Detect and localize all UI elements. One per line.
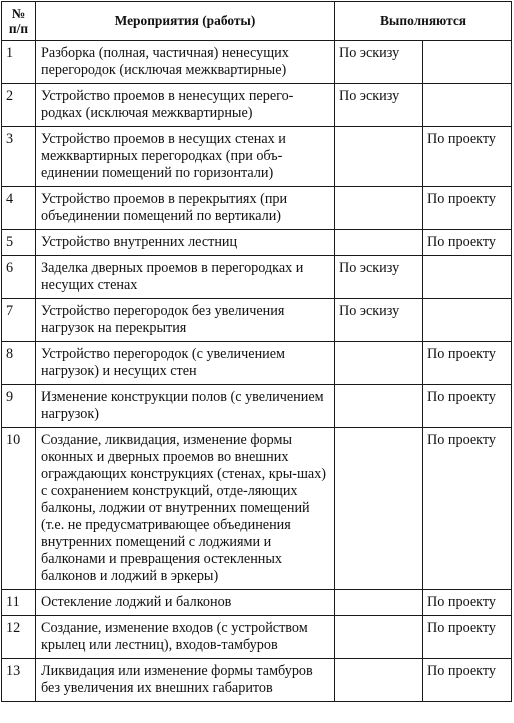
row-work: Остекление лоджий и балконов	[36, 590, 335, 616]
row-sketch	[335, 342, 423, 385]
row-work: Заделка дверных проемов в перегородках и несущих стенах	[36, 256, 335, 299]
table-row	[2, 616, 512, 659]
table-row	[2, 256, 512, 299]
row-sketch	[335, 187, 423, 230]
row-sketch	[335, 659, 423, 702]
row-number: 4	[2, 187, 36, 230]
header-number-symbol: №	[11, 6, 26, 21]
row-number: 7	[2, 299, 36, 342]
table-row	[2, 299, 512, 342]
row-work: Создание, изменение входов (с устройством крылец или лестниц), входов-тамбуров	[36, 616, 335, 659]
table-row	[2, 230, 512, 256]
row-work: Ликвидация или изменение формы тамбуров без увеличения их внешних габаритов	[36, 659, 335, 702]
row-number: 11	[2, 590, 36, 616]
row-project	[423, 299, 512, 342]
row-project: По проекту	[423, 385, 512, 428]
table-row	[2, 187, 512, 230]
row-sketch	[335, 127, 423, 187]
table-row	[2, 127, 512, 187]
row-sketch: По эскизу	[335, 41, 423, 84]
row-project	[423, 84, 512, 127]
row-number: 10	[2, 428, 36, 590]
row-sketch: По эскизу	[335, 256, 423, 299]
table-row	[2, 590, 512, 616]
row-project: По проекту	[423, 342, 512, 385]
row-sketch	[335, 385, 423, 428]
row-number: 5	[2, 230, 36, 256]
row-project: По проекту	[423, 127, 512, 187]
row-sketch	[335, 230, 423, 256]
row-work: Устройство проемов в ненесущих перего-родках (исключая межквартирные)	[36, 84, 335, 127]
row-project: По проекту	[423, 187, 512, 230]
row-project: По проекту	[423, 590, 512, 616]
header-performed: Выполняются	[335, 2, 512, 41]
table-header	[2, 2, 512, 41]
header-row	[2, 2, 512, 41]
row-project: По проекту	[423, 428, 512, 590]
row-work: Разборка (полная, частичная) ненесущих перегородок (исключая межквартирные)	[36, 41, 335, 84]
row-work: Устройство перегородок без увеличения нагрузок на перекрытия	[36, 299, 335, 342]
row-work: Устройство перегородок (с увеличением нагрузок) и несущих стен	[36, 342, 335, 385]
row-work: Устройство проемов в перекрытиях (при объединении помещений по вертикали)	[36, 187, 335, 230]
row-number: 3	[2, 127, 36, 187]
row-sketch: По эскизу	[335, 299, 423, 342]
row-number: 13	[2, 659, 36, 702]
row-number: 2	[2, 84, 36, 127]
header-number	[2, 2, 36, 41]
header-number-abbr: п/п	[8, 21, 29, 36]
header-work: Мероприятия (работы)	[36, 2, 335, 41]
row-number: 6	[2, 256, 36, 299]
row-number: 12	[2, 616, 36, 659]
row-sketch	[335, 590, 423, 616]
row-work: Создание, ликвидация, изменение формы оконных и дверных проемов во внешних ограждающих конструкциях (стенах, кры-шах) с сохранением конструкций, отде-ляющих балконы, лоджии от внутренних помещений (т.е. не предусматривающее объединения внутренних помещений с лоджиями и балконами и превращения остекленных балконов и лоджий в эркеры)	[36, 428, 335, 590]
row-project: По проекту	[423, 659, 512, 702]
row-sketch: По эскизу	[335, 84, 423, 127]
table-row	[2, 41, 512, 84]
row-project: По проекту	[423, 616, 512, 659]
table-body	[2, 41, 512, 702]
table-row	[2, 385, 512, 428]
table-row	[2, 84, 512, 127]
row-project	[423, 256, 512, 299]
row-number: 8	[2, 342, 36, 385]
row-work: Устройство внутренних лестниц	[36, 230, 335, 256]
row-sketch	[335, 428, 423, 590]
table-row	[2, 428, 512, 590]
row-number: 9	[2, 385, 36, 428]
row-sketch	[335, 616, 423, 659]
row-project: По проекту	[423, 230, 512, 256]
row-work: Изменение конструкции полов (с увеличением нагрузок)	[36, 385, 335, 428]
row-work: Устройство проемов в несущих стенах и межквартирных перегородках (при объ-единении помещений по горизонтали)	[36, 127, 335, 187]
renovation-works-table	[1, 1, 512, 702]
table-row	[2, 342, 512, 385]
table-row	[2, 659, 512, 702]
row-project	[423, 41, 512, 84]
row-number: 1	[2, 41, 36, 84]
